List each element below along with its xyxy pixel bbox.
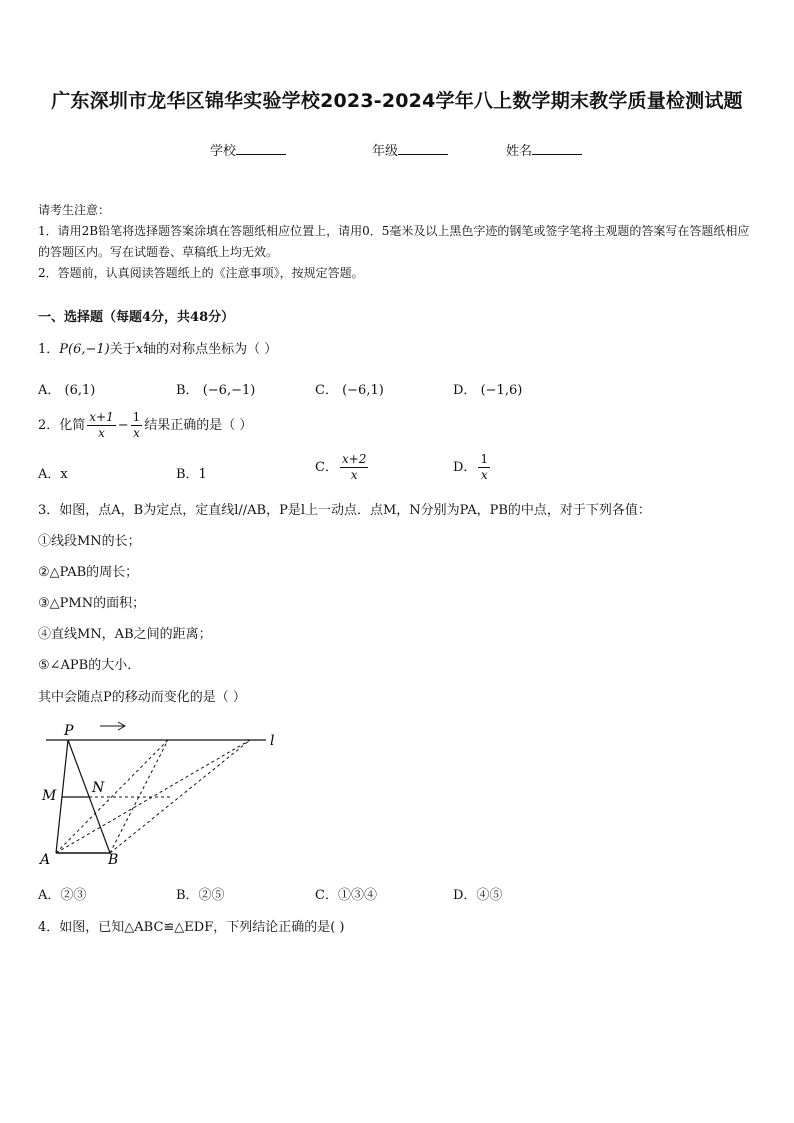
school-field[interactable] xyxy=(210,140,286,159)
name-field[interactable] xyxy=(506,140,582,159)
q2-number: 2．化简 xyxy=(38,418,86,433)
notice-heading: 请考生注意： xyxy=(38,203,111,217)
q2-text-end: 结果正确的是（ ） xyxy=(144,418,253,433)
q1-option-c[interactable] xyxy=(315,379,384,398)
q3-figure xyxy=(38,718,288,872)
question-2 xyxy=(38,410,252,441)
question-1 xyxy=(38,338,277,357)
q1-point: P(6,−1) xyxy=(59,342,110,357)
name-blank[interactable] xyxy=(532,142,582,155)
option-label: C． xyxy=(315,460,338,475)
q3-item-4: ④直线MN，AB之间的距离； xyxy=(38,627,212,642)
option-label: A． xyxy=(38,383,61,398)
grade-blank[interactable] xyxy=(398,142,448,155)
q1-text-end: 轴的对称点坐标为（ ） xyxy=(143,342,278,357)
q1-option-b[interactable] xyxy=(176,379,255,398)
fraction-numerator: x+2 xyxy=(341,452,367,466)
question-3-stem: 3．如图，点A，B为定点，定直线l//AB，P是l上一动点．点M，N分别为PA，PB的中点，对于下列各值： xyxy=(38,503,651,518)
option-value: (6,1) xyxy=(64,383,96,398)
grade-label: 年级 xyxy=(372,144,399,159)
q2-fraction-1 xyxy=(87,410,115,441)
q1-option-a[interactable] xyxy=(38,379,95,398)
q1-text-mid: 关于 xyxy=(109,342,136,357)
label-m: M xyxy=(42,788,57,804)
option-value: (−6,−1) xyxy=(202,383,256,398)
option-label: D． xyxy=(453,460,477,475)
fraction-denominator: x xyxy=(133,426,140,440)
label-p: P xyxy=(64,723,74,739)
q1-number: 1． xyxy=(38,342,60,357)
fraction-denominator: x xyxy=(350,468,358,482)
q1-option-d[interactable] xyxy=(453,379,522,398)
school-blank[interactable] xyxy=(236,142,286,155)
fraction-denominator: x xyxy=(480,468,488,482)
q2-option-d[interactable] xyxy=(453,452,492,483)
option-label: B． xyxy=(176,383,199,398)
fraction-numerator: 1 xyxy=(480,452,489,466)
q3-item-5: ⑤∠APB的大小． xyxy=(38,658,141,673)
q3-item-1: ①线段MN的长； xyxy=(38,534,141,549)
q3-item-2: ②△PAB的周长； xyxy=(38,565,139,580)
fraction-numerator: x+1 xyxy=(89,410,114,424)
q3-option-b[interactable]: B．②⑤ xyxy=(176,888,225,903)
q2-minus: − xyxy=(117,418,129,433)
notice-item-1: 1．请用2B铅笔将选择题答案涂填在答题纸相应位置上，请用0．5毫米及以上黑色字迹的钢笔或签字笔将主观题的答案写在答题纸相应的答题区内。写在试题卷、草稿纸上均无效。 xyxy=(38,224,750,259)
section-heading: 一、选择题（每题4分，共48分） xyxy=(38,310,235,325)
option-label: C． xyxy=(315,383,338,398)
label-b: B xyxy=(108,852,119,868)
notice-block xyxy=(38,200,760,284)
page-title: 广东深圳市龙华区锦华实验学校2023-2024学年八上数学期末教学质量检测试题 xyxy=(51,90,743,112)
fraction-denominator: x xyxy=(98,426,105,440)
q2-option-a[interactable]: A．x xyxy=(38,467,68,482)
school-label: 学校 xyxy=(210,144,237,159)
option-label: D． xyxy=(453,383,477,398)
q2-option-c[interactable] xyxy=(315,452,370,483)
q3-option-d[interactable]: D．④⑤ xyxy=(453,888,503,903)
question-4: 4．如图，已知△ABC≌△EDF，下列结论正确的是( ) xyxy=(38,920,345,935)
grade-field[interactable] xyxy=(372,140,448,159)
option-value: (−1,6) xyxy=(480,383,523,398)
option-value: (−6,1) xyxy=(342,383,384,398)
label-l: l xyxy=(270,733,275,749)
label-n: N xyxy=(92,780,105,796)
q2-option-b[interactable]: B．1 xyxy=(176,467,207,482)
notice-item-2: 2．答题前，认真阅读答题纸上的《注意事项》，按规定答题。 xyxy=(38,266,364,280)
q3-item-3: ③△PMN的面积； xyxy=(38,596,146,611)
q2-option-d-fraction xyxy=(478,452,490,483)
q3-option-c[interactable]: C．①③④ xyxy=(315,888,377,903)
q1-axis: x xyxy=(135,342,144,357)
name-label: 姓名 xyxy=(506,144,533,159)
geometry-diagram xyxy=(38,718,288,868)
q2-fraction-2 xyxy=(131,410,143,441)
fraction-numerator: 1 xyxy=(132,410,141,424)
q3-option-a[interactable]: A．②③ xyxy=(38,888,87,903)
label-a: A xyxy=(40,852,51,868)
q2-option-c-fraction xyxy=(340,452,368,483)
q3-question: 其中会随点P的移动而变化的是（ ） xyxy=(38,690,246,705)
